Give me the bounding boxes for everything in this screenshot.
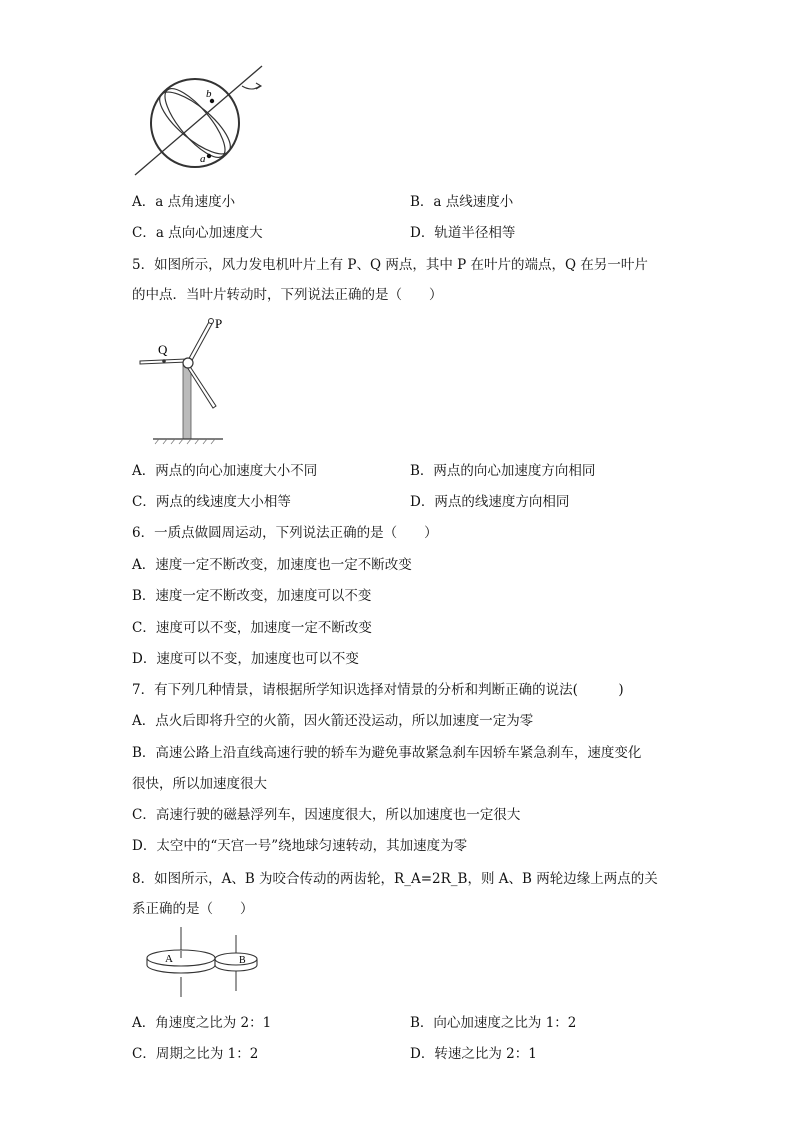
orbit-sphere-figure bbox=[130, 60, 270, 180]
q4-option-c: C．a 点向心加速度大 bbox=[132, 225, 263, 241]
q7-option-b-line2: 很快，所以加速度很大 bbox=[132, 776, 267, 792]
q7-option-c: C．高速行驶的磁悬浮列车，因速度很大，所以加速度也一定很大 bbox=[132, 807, 521, 823]
q8-stem-line1: 8．如图所示，A、B 为咬合传动的两齿轮，R_A=2R_B，则 A、B 两轮边缘上两点的关 bbox=[132, 871, 658, 887]
q8-stem-line2: 系正确的是（ ） bbox=[132, 901, 254, 917]
wind-turbine-figure bbox=[138, 312, 238, 447]
q8-option-c: C．周期之比为 1：2 bbox=[132, 1046, 259, 1062]
q4-option-b: B．a 点线速度小 bbox=[410, 194, 514, 210]
q7-option-d: D．太空中的“天宫一号”绕地球匀速转动，其加速度为零 bbox=[132, 838, 468, 854]
q7-option-b-line1: B．高速公路上沿直线高速行驶的轿车为避免事故紧急刹车因轿车紧急刹车，速度变化 bbox=[132, 745, 642, 761]
gears-figure bbox=[140, 925, 265, 1000]
point-a-label: a bbox=[200, 153, 206, 165]
q5-option-a: A．两点的向心加速度大小不同 bbox=[132, 463, 318, 479]
q4-option-d: D．轨道半径相等 bbox=[410, 225, 516, 241]
point-p-label: P bbox=[215, 316, 223, 331]
q6-stem: 6．一质点做圆周运动，下列说法正确的是（ ） bbox=[132, 525, 438, 541]
q6-option-a: A．速度一定不断改变，加速度也一定不断改变 bbox=[132, 557, 412, 573]
gear-b-label: B bbox=[239, 955, 246, 966]
q7-stem: 7．有下列几种情景，请根据所学知识选择对情景的分析和判断正确的说法( ) bbox=[132, 682, 624, 698]
q6-option-c: C．速度可以不变，加速度一定不断改变 bbox=[132, 620, 372, 636]
q5-option-b: B．两点的向心加速度方向相同 bbox=[410, 463, 596, 479]
q5-stem-line2: 的中点．当叶片转动时，下列说法正确的是（ ） bbox=[132, 287, 443, 303]
q6-option-b: B．速度一定不断改变，加速度可以不变 bbox=[132, 588, 372, 604]
gear-a-label: A bbox=[165, 953, 173, 965]
q6-option-d: D．速度可以不变，加速度也可以不变 bbox=[132, 651, 359, 667]
q8-option-b: B．向心加速度之比为 1：2 bbox=[410, 1015, 577, 1031]
q7-option-a: A．点火后即将升空的火箭，因火箭还没运动，所以加速度一定为零 bbox=[132, 713, 534, 729]
q8-option-d: D．转速之比为 2：1 bbox=[410, 1046, 537, 1062]
point-q-label: Q bbox=[158, 342, 168, 357]
q5-option-c: C．两点的线速度大小相等 bbox=[132, 494, 291, 510]
point-b-label: b bbox=[206, 88, 212, 100]
q5-stem-line1: 5．如图所示，风力发电机叶片上有 P、Q 两点，其中 P 在叶片的端点，Q 在另一叶片 bbox=[132, 257, 648, 273]
q4-option-a: A．a 点角速度小 bbox=[132, 194, 236, 210]
q8-option-a: A．角速度之比为 2：1 bbox=[132, 1015, 272, 1031]
q5-option-d: D．两点的线速度方向相同 bbox=[410, 494, 570, 510]
